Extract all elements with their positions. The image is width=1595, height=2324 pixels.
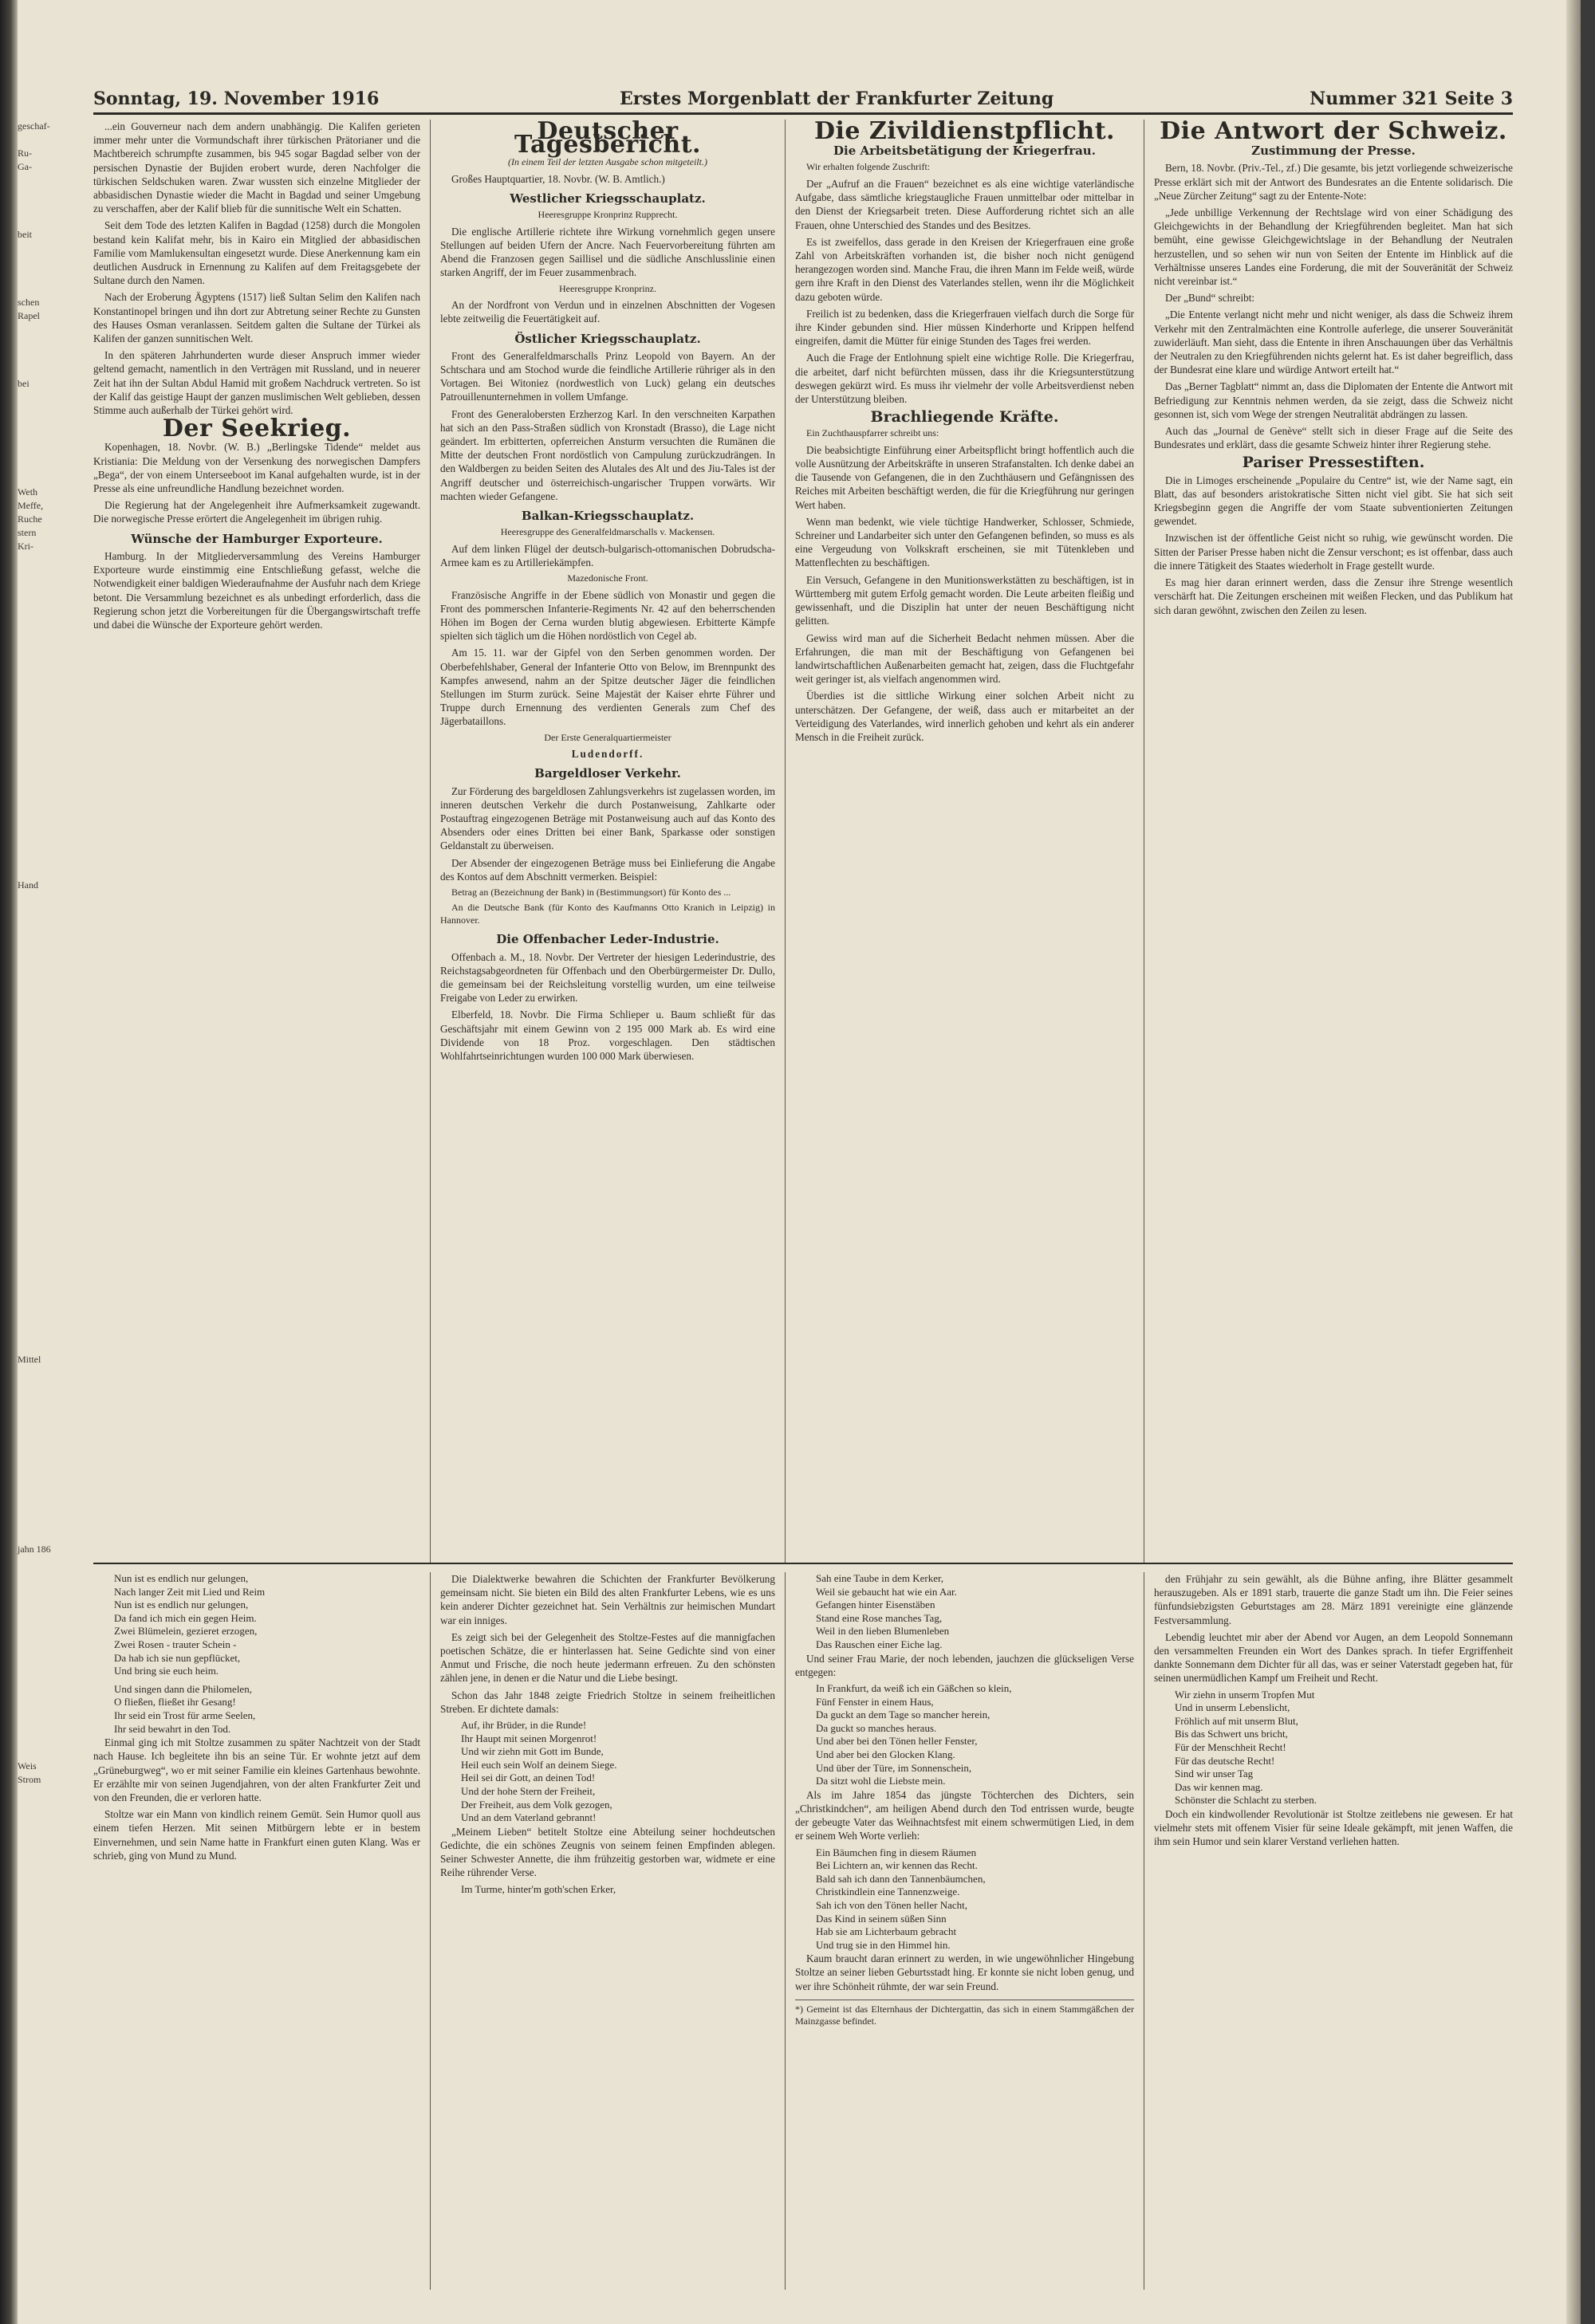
poem-line: Wir ziehn in unserm Tropfen Mut [1175,1688,1315,1701]
sliver-line [18,336,41,350]
bargeld-example-2: An die Deutsche Bank (für Konto des Kaufmanns Otto Kranich in Leipzig) in Hannover. [440,902,775,926]
tagesbericht-subtitle: (In einem Teil der letzten Ausgabe schon mitgeteilt.) [508,156,707,168]
sliver-line [18,350,41,364]
sliver-line [18,472,41,486]
sliver-line [18,1001,41,1014]
sliver-line [18,1732,41,1746]
sliver-line [18,1394,41,1407]
sliver-line: Strom [18,1774,41,1785]
sliver-line [18,689,41,702]
poem-line: Und in unserm Lebenslicht, [1175,1701,1290,1714]
poem-line: Und bring sie euch heim. [114,1665,219,1677]
leder-heading: Die Offenbacher Leder-Industrie. [496,932,719,947]
sliver-line [18,1705,41,1719]
sliver-line [18,187,41,201]
poem-line: Da guckt an dem Tage so mancher herein, [816,1709,990,1721]
west-army-group-2: Heeresgruppe Kronprinz. [559,282,656,294]
poem-line: Und über der Türe, im Sonnenschein, [816,1761,972,1774]
schweiz-paragraph-4: „Die Entente verlangt nicht mehr und nicht weniger, als dass die Schweiz ihrem Verkehr mit den Zentralmächten eine Kontrolle auferlege, die unserer Souveränität zuwiderläuft. Man sieht, dass die Entente in ihren Anschauungen über das Verhältnis der Neutralen zu den Kriegführenden nichts gelernt hat. Es ist daher begreiflich, dass der Bundesrat eine klare und würdige Antwort erteilt hat.“ [1154,309,1513,376]
bargeld-heading: Bargeldloser Verkehr. [534,766,681,781]
footnote: *) Gemeint ist das Elternhaus der Dichtergattin, das sich in einem Stammgäßchen der Mainzgasse befindet. [795,2000,1134,2027]
poem-line: Und aber bei den Tönen heller Fenster, [816,1735,978,1748]
sliver-line [18,1421,41,1434]
sliver-line [18,1746,41,1760]
sliver-line [18,1204,41,1217]
stoltze-paragraph-5: Schon das Jahr 1848 zeigte Friedrich Stoltze in seinem freiheitlichen Streben. Er dichtete damals: [440,1689,775,1715]
poem-line: Stand eine Rose manches Tag, [816,1611,943,1624]
sliver-line: stern [18,527,37,538]
sliver-line [18,1434,41,1448]
brachliegende-paragraph-1: Die beabsichtigte Einführung einer Arbeitspflicht bringt hoffentlich auch die volle Ausnützung der Arbeitskräfte in unseren Strafanstalten. Ich denke dabei an die Tausende von Gefangenen, die in den Zuchthäusern und Gefängnissen des Reiches mit Arbeiten beschäftigt werden, die für die Kriegführung nur geringen Wert haben. [795,443,1134,511]
poem-line: O fließen, fließet ihr Gesang! [114,1696,236,1709]
sliver-line [18,1190,41,1204]
sliver-line [18,1380,41,1394]
schweiz-paragraph-3: Der „Bund“ schreibt: [1165,292,1255,305]
balkan-army-group: Heeresgruppe des Generalfeldmarschalls v. Mackensen. [500,526,715,538]
feuilleton-column-2 [440,1572,775,2290]
poem-line: Weil in den lieben Blumenleben [816,1625,950,1638]
stoltze-paragraph-1: Einmal ging ich mit Stoltze zusammen zu später Nachtzeit von der Stadt nach Hause. Ich begleitete ihn bis an seine Tür. Er wohnte jetzt auf dem „Grüneburgweg“, wo er mit seiner Familie ein kleines Gartenhaus bewohnte. Er erzählte mir von seinen Jugendjahren, von der alten Frankfurter Zeit und von den Freunden, die er verloren hatte. [93,1736,420,1803]
sliver-line [18,1136,41,1150]
sliver-line [18,391,41,404]
poem-line: Sind wir unser Tag [1175,1768,1254,1780]
sliver-line [18,1055,41,1068]
feuilleton-column-4 [1154,1572,1513,2290]
sliver-line [18,1177,41,1190]
east-paragraph-1: Front des Generalfeldmarschalls Prinz Leopold von Bayern. An der Schtschara und am Stochod wurde die feindliche Artillerie rühriger als in den Vortagen. Bei Witoniez (nordwestlich von Luck) gelang ein deutsches Patrouillenunternehmen in vollem Umfange. [440,349,775,403]
seekrieg-paragraph-2: Die Regierung hat der Angelegenheit ihre Aufmerksamkeit zugewandt. Die norwegische Presse erörtert die Angelegenheit im übrigen ruhig. [93,499,420,525]
sliver-line [18,1082,41,1095]
sliver-line [18,580,41,594]
column-rule [430,120,431,1563]
poem-line: Da sitzt wohl die Liebste mein. [816,1775,946,1787]
sliver-line [18,1299,41,1312]
feuilleton-column-3 [795,1572,1134,2290]
sliver-line [18,1095,41,1109]
sliver-line [18,1312,41,1326]
brachliegende-paragraph-3: Ein Versuch, Gefangene in den Munitionswerkstätten zu beschäftigen, ist in Württemberg mit gutem Erfolg gemacht worden. Die Leute arbeiten fleißig und gewissenhaft, und die Disziplin hat unter der neuen Beschäftigung nicht gelitten. [795,573,1134,627]
west-army-group: Heeresgruppe Kronprinz Rupprecht. [538,209,678,221]
elberfeld-paragraph: Elberfeld, 18. Novbr. Die Firma Schlieper u. Baum schließt für das Geschäftsjahr mit einem Gewinn von 2 195 000 Mark ab. Es wird eine Dividende von 18 Proz. vorgeschlagen. Den städtischen Wohlfahrtseinrichtungen wurden 100 000 Mark überwiesen. [440,1009,775,1063]
sliver-line [18,892,41,906]
column-rule [785,1572,786,2290]
leder-paragraph: Offenbach a. M., 18. Novbr. Der Vertreter der hiesigen Lederindustrie, des Reichstagsabgeordneten für Offenbach und den Oberbürgermeister Dr. Dullo, die gemeinsam bei der Reichsleitung vorstellig wurden, um eine teilweise Freigabe von Leder zu erwirken. [440,950,775,1005]
sliver-line [18,1272,41,1285]
sliver-line [18,729,41,743]
sliver-line: Meffe, [18,500,44,511]
sliver-line [18,1610,41,1624]
poem-line: Gefangen hinter Eisenstäben [816,1598,935,1611]
sliver-line [18,1624,41,1638]
sliver-line [18,594,41,608]
signature-name: Ludendorff. [571,748,644,761]
poem-line: Heil euch sein Wolf an deinem Siege. [461,1758,617,1771]
balkan-front-heading: Balkan-Kriegsschauplatz. [521,508,695,523]
poem-line: Hab sie am Lichterbaum gebracht [816,1925,957,1938]
west-paragraph-1: Die englische Artillerie richtete ihre Wirkung vornehmlich gegen unsere Stellungen auf beiden Ufern der Ancre. Nach Feuervorbereitung führten am Abend die Franzosen gegen Saillisel und die südliche Anschlusslinie einen starken Angriff, der im Feuer zusammenbrach. [440,225,775,279]
stoltze-paragraph-2: Stoltze war ein Mann von kindlich reinem Gemüt. Sein Humor quoll aus einem tiefen Herzen. Mit seinen Mitbürgern lebte er in bestem Einvernehmen, und sein Name hatte in Frankfurt einen guten Klang. Was er schrieb, ging von Mund zu Mund. [93,1808,420,1862]
sliver-line [18,851,41,865]
sliver-line [18,1570,41,1583]
sliver-line [18,323,41,336]
poem-line: Fünf Fenster in einem Haus, [816,1695,934,1708]
column-4 [1154,117,1513,1555]
column-2 [440,117,775,1555]
sliver-line [18,214,41,228]
hamburg-paragraph: Hamburg. In der Mitgliederversammlung des Vereins Hamburger Exporteure wurde einstimmig eine Entschließung gefasst, welche die Notwendigkeit einer baldigen Wiederaufnahme der Ausfuhr nach dem Kriege betont. Die Versammlung bezeichnet es als unbedingt erforderlich, dass die Regierung schon jetzt die Vorbereitungen für die Übergangswirtschaft treffe und dabei die Wünsche der Exporteure gehört werden. [93,549,420,631]
column-rule [430,1572,431,2290]
sliver-line [18,675,41,689]
sliver-line [18,1068,41,1082]
poem-line: In Frankfurt, da weiß ich ein Gäßchen so klein, [816,1681,1012,1694]
sliver-line [18,973,41,987]
kalif-paragraph-3: Nach der Eroberung Ägyptens (1517) ließ Sultan Selim den Kalifen nach Konstantinopel bringen und ihn dort zur Abtretung seiner Rechte zu Gunsten des Hauses Osman veranlassen. Seitdem galten die Sultane der Türkei als Kalifen der ganzen sunnitischen Welt. [93,291,420,345]
sliver-line [18,621,41,635]
balkan-paragraph: Auf dem linken Flügel der deutsch-bulgarisch-ottomanischen Dobrudscha-Armee kam es zu Artilleriekämpfen. [440,542,775,568]
sliver-line [18,743,41,757]
sliver-line [18,1665,41,1678]
stoltze-paragraph-9: Kaum braucht daran erinnert zu werden, in wie ungewöhnlicher Hingebung Stoltze an seiner lieben Geburtsstadt hing. Er konnte sie nicht loben genug, und wer ihre Schönheit rühmte, der war sein Freund. [795,1952,1134,1992]
poem-line: Und singen dann die Philomelen, [114,1682,252,1695]
stoltze-paragraph-7: Und seiner Frau Marie, der noch lebenden, jauchzen die glückseligen Verse entgegen: [795,1652,1134,1678]
poem-line: Nach langer Zeit mit Lied und Reim [114,1585,266,1598]
sliver-line: geschaf- [18,120,50,132]
sliver-line [18,431,41,445]
sliver-line: Ru- [18,147,32,159]
sliver-line [18,1502,41,1516]
zivildienst-paragraph-2: Es ist zweifellos, dass gerade in den Kreisen der Kriegerfrauen eine große Zahl von Arbeitskräften vorhanden ist, die bisher noch nicht genügend herangezogen worden sind. Manche Frau, die ihren Mann im Felde weiß, würde gern ihre Kraft in den Dienst des Vaterlandes stellen, wenn ihr die Möglichkeit dazu geboten würde. [795,235,1134,303]
zivildienst-subtitle: Die Arbeitsbetätigung der Kriegerfrau. [833,144,1096,159]
tagesbericht-dateline: Großes Hauptquartier, 18. Novbr. (W. B. Amtlich.) [451,172,665,185]
poem-5 [795,1682,1134,1788]
kalif-paragraph-2: Seit dem Tode des letzten Kalifen in Bagdad (1258) durch die Mongolen bestand kein Kalifat mehr, bis in Kairo ein Mitglied der abbasidischen Familie vom Mamlukensultan eingesetzt wurde. Diese Anerkennung kam ein deutlichen Ausdruck in Ernennung zu Kalifen auf dem Freitagsgebete der Sultane durch den Namen. [93,219,420,287]
poem-line: Schönster die Schlacht zu sterben. [1175,1794,1317,1807]
masthead-date: Sonntag, 19. November 1916 [93,88,380,109]
sliver-line [18,1638,41,1651]
poem-2 [93,1683,420,1736]
adjacent-page-sliver [18,120,51,2272]
poem-line: Ihr Haupt mit seinen Morgenrot! [461,1732,597,1744]
sliver-line [18,838,41,851]
seekrieg-paragraph-1: Kopenhagen, 18. Novbr. (W. B.) „Berlingske Tidende“ meldet aus Kristiania: Die Meldung von der Versenkung des norwegischen Dampfers „Bega“, der von einem Unterseeboot im Kanal aufgehalten wurde, ist in der Presse als eine unfreundliche Handlung bezeichnet worden. [93,441,420,495]
sliver-line [18,282,41,296]
poem-line: Bis das Schwert uns bricht, [1175,1728,1288,1740]
poem-line: Für der Menschheit Recht! [1175,1741,1286,1753]
sliver-line [18,242,41,255]
poem-line: Bald sah ich dann den Tannenbäumchen, [816,1872,986,1885]
sliver-line [18,1529,41,1543]
poem-line: Sah eine Taube in dem Kerker, [816,1572,944,1584]
poem-line: Christkindlein eine Tannenzweige. [816,1886,960,1898]
sliver-line [18,458,41,472]
schweiz-paragraph-1: Bern, 18. Novbr. (Priv.-Tel., zf.) Die gesamte, bis jetzt vorliegende schweizerische Presse erklärt sich mit der Antwort des Bundesrates an die Entente solidarisch. Die „Neue Zürcher Zeitung“ sagt zu der Entente-Note: [1154,162,1513,202]
macedonian-front-heading: Mazedonische Front. [567,572,648,584]
signature-role: Der Erste Generalquartiermeister [544,731,671,743]
sliver-line [18,1109,41,1123]
column-rule [785,120,786,1563]
east-paragraph-2: Front des Generalobersten Erzherzog Karl. In den verschneiten Karpathen hat sich an den Pass-Straßen südlich von Kronstadt (Brasso), die Lage nicht geändert. Im erbitterten, opferreichen Ansturm versuchten die Rumänen die Mitte der deutschen Front nordöstlich von Campulung zurückzudrängen. In den Waldbergen zu beiden Seiten des Alutales des Alt und des Jiu-Tales ist der Angriff deutscher und österreichisch-ungarischer Truppen vorwärts. Wir machten wieder Gefangene. [440,407,775,502]
sliver-line [18,784,41,797]
pariser-paragraph-2: Inzwischen ist der öffentliche Geist nicht so ruhig, wie gewünscht worden. Die Sitten der Pariser Presse haben nicht die Zensur verschont; es ist offenbar, dass auch die innere Tätigkeit des Staates wiederholt in Frage gestellt wurde. [1154,532,1513,572]
zivildienst-paragraph-1: Der „Aufruf an die Frauen“ bezeichnet es als eine wichtige vaterländische Aufgabe, dass sämtliche kriegstaugliche Frauen unmittelbar oder mittelbar in den Dienst der Kriegsarbeit treten. Diese Aufforderung richtet sich an alle Frauen, ohne Unterschied des Standes und des Besitzes. [795,177,1134,231]
brachliegende-paragraph-4: Gewiss wird man auf die Sicherheit Bedacht nehmen müssen. Aber die Erfahrungen, die man mit der Beschäftigung von Gefangenen bei landwirtschaftlichen Außenarbeiten gemacht hat, zeigen, dass die Fluchtgefahr weit geringer ist, als vielfach angenommen wird. [795,631,1134,686]
bargeld-example-1: Betrag an (Bezeichnung der Bank) in (Bestimmungsort) für Konto des ... [451,886,731,898]
sliver-line [18,1326,41,1339]
sliver-line [18,757,41,770]
sliver-line: Hand [18,879,38,891]
stoltze-paragraph-3: Die Dialektwerke bewahren die Schichten der Frankfurter Bevölkerung gemeinsam nicht. Sie bieten ein Bild des alten Frankfurter Lebens, wie es uns kein anderer Dichter gezeichnet hat. Sein Verhältnis zur heimischen Mundart war ein inniges. [440,1573,775,1626]
poem-line: Der Freiheit, aus dem Volk gezogen, [461,1798,612,1811]
sliver-line [18,946,41,960]
sliver-line [18,1678,41,1692]
sliver-line: jahn 186 [18,1543,51,1555]
sliver-line [18,770,41,784]
sliver-line [18,174,41,187]
sliver-line [18,1556,41,1570]
sliver-line [18,865,41,879]
zivildienst-intro: Wir erhalten folgende Zuschrift: [806,161,931,173]
sliver-line [18,1461,41,1475]
sliver-line [18,269,41,282]
poem-line: Für das deutsche Recht! [1175,1754,1275,1767]
poem-line: Fröhlich auf mit unserm Blut, [1175,1714,1298,1727]
poem-line: Und wir ziehn mit Gott im Bunde, [461,1745,604,1758]
poem-line: Ihr seid ein Trost für arme Seelen, [114,1709,256,1721]
newspaper-page [18,0,1581,2324]
sliver-line [18,702,41,716]
stoltze-paragraph-12: Doch ein kindwollender Revolutionär ist Stoltze zeitlebens nie gewesen. Er hat vielmehr stets mit offenem Visier für seine Ideale gekämpft, mit jenen Waffen, die ihm sein Humor und sein klarer Verstand verliehen hatten. [1154,1807,1513,1848]
sliver-line [18,662,41,675]
bargeld-paragraph-1: Zur Förderung des bargeldlosen Zahlungsverkehrs ist zugelassen worden, im inneren deutschen Verkehr die durch Postanweisung, Zahlkarte oder Postauftrag eingezogenen Beträge mit Postanweisung auch auf das Konto des Absenders oder eines Dritten bei einer Bank, Sparkasse oder sonstigen Geldanstalt zu überweisen. [440,784,775,852]
sliver-line: bei [18,378,30,389]
masthead-number: Nummer 321 Seite 3 [1309,88,1513,109]
sliver-line: Ga- [18,161,32,172]
sliver-line [18,255,41,269]
east-front-heading: Östlicher Kriegsschauplatz. [514,331,701,346]
sliver-line: Weth [18,486,38,497]
sliver-line [18,906,41,919]
macedonian-paragraph-2: Am 15. 11. war der Gipfel von den Serben genommen worden. Der Oberbefehlshaber, General der Infanterie Otto von Below, im Brennpunkt des Kampfes anwesend, nahm an der Spitze deutscher Jäger die feindlichen Stellungen im Sturm zurück. Seine Majestät der Kaiser ehrte Führer und Truppe durch Ernennung des verdienten Generals zum Chef des Jägerbataillons. [440,647,775,728]
sliver-line [18,1123,41,1136]
sliver-line [18,1150,41,1163]
poem-line: Da hab ich sie nun gepflücket, [114,1651,241,1664]
brachliegende-paragraph-2: Wenn man bedenkt, wie viele tüchtige Handwerker, Schlosser, Schmiede, Schreiner und Landarbeiter sich unter den Gefangenen befinden, so muss es als eine Vergeudung von Volkskraft erscheinen, sie mit Tütenkleben und Mattenflechten zu beschäftigen. [795,515,1134,569]
sliver-line: Weis [18,1760,37,1772]
sliver-line [18,567,41,580]
stoltze-paragraph-10: den Frühjahr zu sein gewählt, als die Bühne anfing, ihre Blätter gesammelt herauszugeben. Als er 1891 starb, trauerte die ganze Stadt um ihn. Die Feier seines fünfundsiebzigsten Geburtstages am 28. März 1891 vereinigte eine glänzende Festversammlung. [1154,1573,1513,1626]
poem-line: Zwei Rosen - trauter Schein - [114,1638,237,1650]
pariser-paragraph-3: Es mag hier daran erinnert werden, dass die Zensur ihre Strenge wesentlich verschärft hat. Die Zeitungen erscheinen mit weißen Flecken, und das Publikum hat sich daran gewöhnt, zwischen den Zeilen zu lesen. [1154,576,1513,616]
sliver-line [18,1692,41,1705]
brachliegende-paragraph-5: Überdies ist die sittliche Wirkung einer solchen Arbeit nicht zu unterschätzen. Der Gefangene, der weiß, dass auch er mitarbeitet an der Verteidigung des Vaterlandes, wird innerlich gehoben und kehrt als ein anderer Mensch in die Freiheit zurück. [795,690,1134,743]
sliver-line [18,1651,41,1665]
zivildienst-heading: Die Zivildienstpflicht. [813,117,1116,145]
west-paragraph-2: An der Nordfront von Verdun und in einzelnen Abschnitten der Vogesen lebte zeitweilig die Feuertätigkeit auf. [440,299,775,325]
sliver-line [18,1597,41,1610]
feuilleton-column-1 [93,1572,420,2290]
sliver-line: Ruche [18,513,42,525]
sliver-line [18,1245,41,1258]
pariser-heading: Pariser Pressestiften. [1242,454,1425,472]
sliver-line [18,797,41,811]
sliver-line: Kri- [18,541,33,552]
sliver-line [18,635,41,648]
poem-line: Da fand ich mich ein gegen Heim. [114,1611,257,1624]
sliver-line [18,1339,41,1353]
poem-line: Das Kind in seinem süßen Sinn [816,1912,947,1925]
sliver-line [18,1488,41,1502]
tagesbericht-heading: Deutscher Tagesbericht. [514,117,701,159]
poem-line: Nun ist es endlich nur gelungen, [114,1598,249,1611]
poem-4 [795,1572,1134,1652]
book-binding [0,0,18,2324]
schweiz-subtitle: Zustimmung der Presse. [1251,144,1416,159]
feuilleton-rule [93,1563,1513,1564]
schweiz-paragraph-6: Auch das „Journal de Genève“ stellt sich in dieser Frage auf die Seite des Bundesrates und erklärt, dass die gesamte Schweiz hinter ihrer Regierung stehe. [1154,425,1513,451]
sliver-line: Rapel [18,310,40,321]
masthead [93,84,1513,115]
poem-line: Da guckt so manches heraus. [816,1721,937,1734]
schweiz-paragraph-2: „Jede unbillige Verkennung der Rechtslage wird von einer Schädigung des Gleichgewichts in der Behandlung der Kriegführenden begleitet. Man hat sich bemüht, eine gewisse Gleichgewichtslage in der Behandlung der Neutralen herzustellen, und so sehen wir nun von Seiten der Entente im Hinblick auf die Verhältnisse unseres Landes eine Forderung, die mit der Souveränität der Schweiz nicht vereinbar ist.“ [1154,206,1513,288]
brachliegende-heading: Brachliegende Kräfte. [870,408,1059,427]
poem-line: Im Turme, hinter'm goth'schen Erker, [461,1882,616,1895]
sliver-line [18,987,41,1001]
poem-6 [795,1846,1134,1952]
stoltze-paragraph-11: Lebendig leuchtet mir aber der Abend vor Augen, an dem Leopold Sonnemann den versammelten Freunden ein Wort des Dankes sprach. In tiefer Ergriffenheit dankte Sonnemann dem Dichter für all das, was er seiner Vaterstadt gegeben hat, für seinen unermüdlichen Kampf um Freiheit und Recht. [1154,1630,1513,1685]
sliver-line: Mittel [18,1354,41,1365]
sliver-line [18,933,41,946]
poem-7 [1154,1689,1513,1807]
sliver-line [18,1516,41,1529]
sliver-line: beit [18,229,32,240]
poem-line: Ihr seid bewahrt in den Tod. [114,1722,231,1735]
sliver-line [18,1407,41,1421]
zivildienst-paragraph-3: Freilich ist zu bedenken, dass die Kriegerfrauen vielfach durch die Sorge für ihre Kinder gebunden sind. Hier müssen Kinderhorte und Krippen helfend eingreifen, damit die Mütter für einige Stunden des Tages frei werden. [795,307,1134,348]
poem-line: Bei Lichtern an, wir kennen das Recht. [816,1859,978,1872]
poem-line: Nun ist es endlich nur gelungen, [114,1572,249,1584]
west-front-heading: Westlicher Kriegsschauplatz. [510,191,706,206]
masthead-title: Erstes Morgenblatt der Frankfurter Zeitung [620,88,1054,109]
poem-line: Das wir kennen mag. [1175,1780,1263,1793]
sliver-line [18,418,41,431]
sliver-line [18,648,41,662]
sliver-line [18,1583,41,1597]
poem-line: Und der hohe Stern der Freiheit, [461,1785,596,1797]
column-1 [93,120,420,1555]
poem-line: Und an dem Vaterland gebrannt! [461,1811,597,1824]
hamburg-heading: Wünsche der Hamburger Exporteure. [131,531,383,546]
zivildienst-paragraph-4: Auch die Frage der Entlohnung spielt eine wichtige Rolle. Die Kriegerfrau, die arbeitet, darf nicht befürchten müssen, dass ihr die Kriegsunterstützung deswegen gekürzt wird. Es muss ihr vielmehr der volle Arbeitsverdienst neben der Unterstützung bleiben. [795,352,1134,405]
column-3 [795,117,1134,1555]
sliver-line [18,1258,41,1272]
pariser-paragraph-1: Die in Limoges erscheinende „Populaire du Centre“ ist, wie der Name sagt, ein Blatt, das auf besonders aristokratische Sitten nicht viel gibt. Sie hat sich seit Kriegsbeginn gegen die Angriffe der vom Staate subventionierten Zeitungen gewendet. [1154,474,1513,528]
sliver-line [18,553,41,567]
schweiz-paragraph-5: Das „Berner Tagblatt“ nimmt an, dass die Diplomaten der Entente die Antwort mit Befriedigung zur Kenntnis nehmen werden, da sie zeigt, dass die Schweiz nicht gesonnen ist, sich vom Wege der strengen Neutralität abdrängen zu lassen. [1154,380,1513,420]
sliver-line [18,364,41,377]
sliver-line [18,919,41,933]
poem-line: Und trug sie in den Himmel hin. [816,1938,951,1951]
poem-line: Und aber bei den Glocken Klang. [816,1748,955,1760]
sliver-line [18,1028,41,1041]
poem-line: Das Rauschen einer Eiche lag. [816,1638,943,1650]
sliver-line [18,1448,41,1461]
sliver-line [18,1014,41,1028]
sliver-line [18,1475,41,1488]
sliver-line [18,201,41,214]
poem-line: Auf, ihr Brüder, in die Runde! [461,1719,587,1732]
sliver-line [18,1217,41,1231]
kalif-paragraph-1: ...ein Gouverneur nach dem andern unabhängig. Die Kalifen gerieten immer mehr unter die Vormundschaft ihrer türkischen Prätorianer und die Machtbereich schrumpfte zusammen, bis 945 sogar Bagdad selber von der persischen Dynastie der Bujiden erobert wurde, deren Nachfolger die türkischen Seldschuken waren. Zwar wussten sich einzelne Mitglieder der abbasidischen Dynastie wieder die Macht in Bagdad und seiner Umgebung zu verschaffen, aber der Kalif blieb für die sunnitische Welt ein Schatten. [93,120,420,215]
brachliegende-intro: Ein Zuchthauspfarrer schreibt uns: [806,427,939,439]
sliver-line [18,1041,41,1055]
sliver-line [18,811,41,824]
poem-line: Sah ich von den Tönen heller Nacht, [816,1898,968,1911]
stoltze-paragraph-6: „Meinem Lieben“ betitelt Stoltze eine Abteilung seiner hochdeutschen Gedichte, die ein schönes Zeugnis von seinem feinen Empfinden ablegen. Seiner Schwester Annette, die ihm frühzeitig gestorben war, widmete er eine Reihe rührender Verse. [440,1825,775,1879]
sliver-line [18,1366,41,1380]
sliver-line [18,133,41,147]
stoltze-paragraph-4: Es zeigt sich bei der Gelegenheit des Stoltze-Festes auf die mannigfachen poetischen Schätze, die er hinterlassen hat. Seine Gedichte sind von einer Anmut und Frische, die noch heute jedermann erfreuen. Zu den schönsten zählen jene, in denen er die Natur und die Liebe besingt. [440,1630,775,1685]
schweiz-heading: Die Antwort der Schweiz. [1160,117,1507,145]
poem-3 [440,1719,775,1825]
sliver-line [18,1231,41,1245]
poem-1 [93,1572,420,1678]
seekrieg-heading: Der Seekrieg. [162,415,352,443]
poem-line: Ein Bäumchen fing in diesem Räumen [816,1846,977,1858]
sliver-line [18,1163,41,1177]
poem-line: Heil sei dir Gott, an deinen Tod! [461,1772,596,1784]
sliver-line [18,824,41,838]
sliver-line [18,960,41,973]
poem-line: Weil sie gebaucht hat wie ein Aar. [816,1585,957,1598]
stoltze-paragraph-8: Als im Jahre 1854 das jüngste Töchterchen des Dichters, sein „Christkindchen“, am heiligen Abend durch den Tod entrissen wurde, beugte der gebeugte Vater das Weihnachtsfest mit einem schwermütigen Lied, in dem er seinem Weh Worte verlieh: [795,1788,1134,1842]
sliver-line [18,404,41,418]
sliver-line [18,1285,41,1299]
kalif-paragraph-4: In den späteren Jahrhunderten wurde dieser Anspruch immer wieder geltend gemacht, namentlich in den Verträgen mit Russland, und in neuerer Zeit hat ihn der Sultan Abdul Hamid mit großem Nachdruck vertreten. So ist der Kalif das geistige Haupt der ganzen muslimischen Welt geblieben, dessen Stimme auch außerhalb der Türkei gehört wird. [93,349,420,417]
sliver-line [18,716,41,729]
poem-line: Zwei Blümelein, gezieret erzogen, [114,1625,258,1638]
page-edge [1566,0,1581,2324]
sliver-line [18,445,41,458]
bargeld-paragraph-2: Der Absender der eingezogenen Beträge muss bei Einlieferung die Angabe des Kontos auf dem Abschnitt vermerken. Beispiel: [440,856,775,883]
sliver-line: schen [18,297,40,308]
sliver-line [18,1719,41,1732]
sliver-line [18,608,41,621]
macedonian-paragraph-1: Französische Angriffe in der Ebene südlich von Monastir und gegen die Front des pommerschen Infanterie-Regiments Nr. 42 auf den beherrschenden Höhen im Bogen der Cerna wurden blutig abgewiesen. Erbitterte Kämpfe spielten sich täglich um die Höhen nordöstlich von Cegel ab. [440,588,775,643]
